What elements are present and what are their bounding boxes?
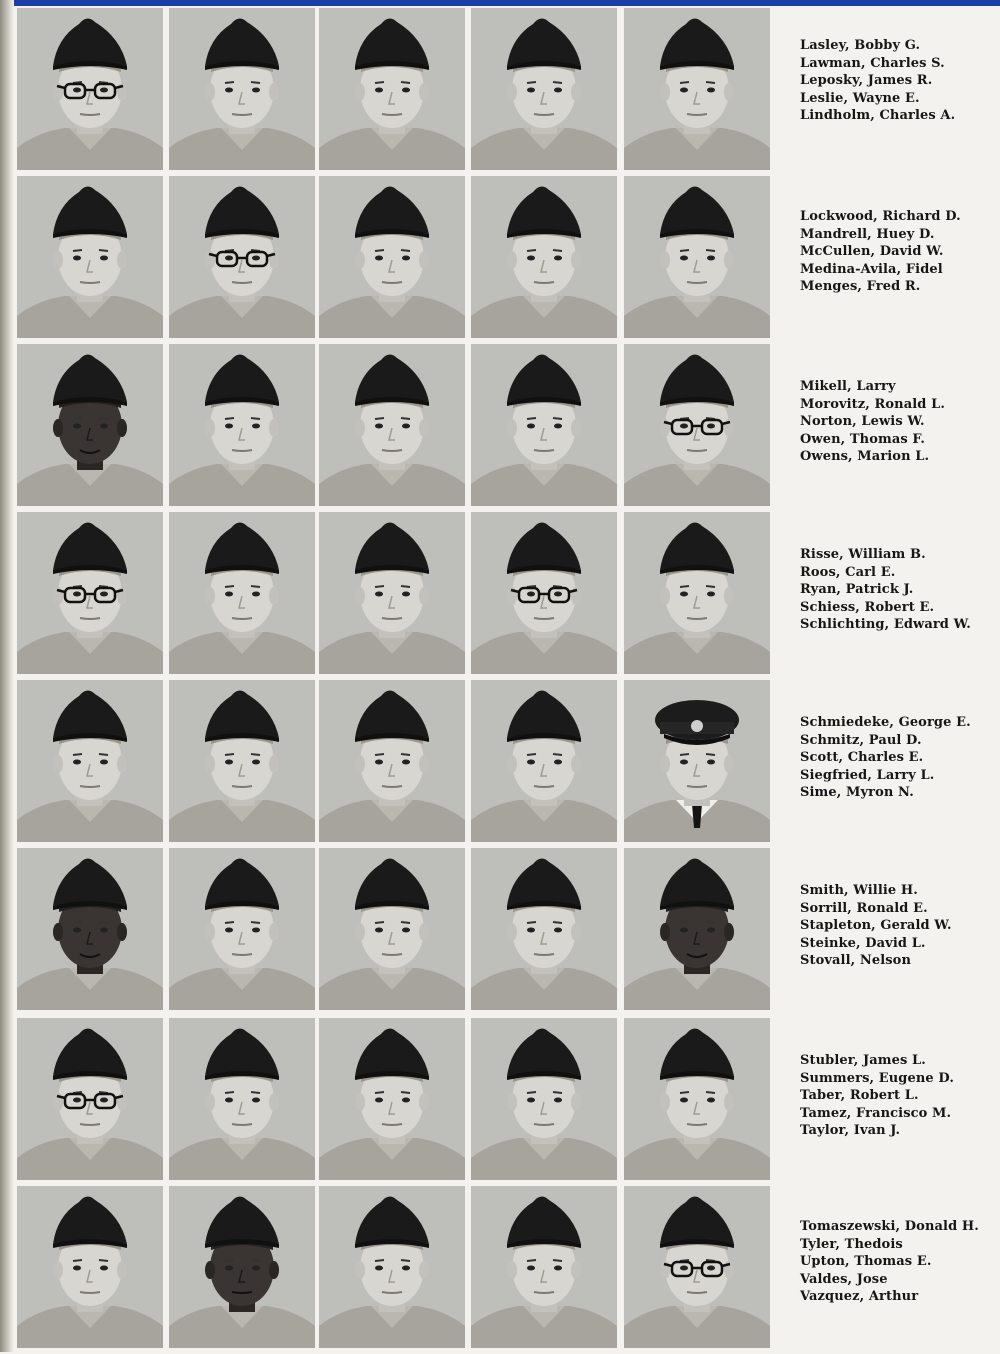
name-entry: Owens, Marion L. <box>800 449 930 464</box>
name-entry: Vazquez, Arthur <box>800 1289 919 1304</box>
soldier-portrait-icon <box>319 8 465 170</box>
name-entry: Schiess, Robert E. <box>800 599 935 615</box>
soldier-portrait-icon <box>169 1018 315 1180</box>
name-entry: Leposky, James R. <box>800 73 933 88</box>
soldier-portrait-icon <box>17 680 163 842</box>
soldier-portrait-icon <box>624 8 770 170</box>
soldier-portrait-icon <box>471 848 617 1010</box>
portrait-row <box>0 680 1000 848</box>
name-list <box>800 882 995 970</box>
soldier-portrait-icon <box>169 680 315 842</box>
soldier-portrait-icon <box>17 848 163 1010</box>
soldier-portrait-icon <box>624 176 770 338</box>
name-list <box>800 1218 995 1306</box>
name-entry: Stubler, James L. <box>800 1053 926 1068</box>
name-entry: Lasley, Bobby G. <box>800 38 921 53</box>
name-entry: Stovall, Nelson <box>800 953 912 968</box>
portrait-row <box>0 176 1000 344</box>
name-entry: Sime, Myron N. <box>800 785 914 800</box>
name-entry: Schlichting, Edward W. <box>800 617 971 632</box>
soldier-portrait-icon <box>471 176 617 338</box>
soldier-portrait-icon <box>319 1186 465 1348</box>
soldier-portrait-icon <box>169 1186 315 1348</box>
name-entry: Medina-Avila, Fidel <box>800 261 943 277</box>
name-entry: Roos, Carl E. <box>800 564 896 580</box>
name-entry: Ryan, Patrick J. <box>800 582 914 597</box>
name-list <box>800 714 995 802</box>
soldier-portrait-icon <box>624 848 770 1010</box>
name-entry: Owen, Thomas F. <box>800 431 926 447</box>
name-list <box>800 37 995 125</box>
portrait-row <box>0 344 1000 512</box>
name-entry: Taylor, Ivan J. <box>800 1123 901 1138</box>
name-entry: Menges, Fred R. <box>800 279 921 294</box>
soldier-portrait-icon <box>17 1186 163 1348</box>
soldier-portrait-icon <box>624 512 770 674</box>
soldier-portrait-icon <box>319 512 465 674</box>
name-entry: Smith, Willie H. <box>800 883 918 898</box>
name-entry: Mikell, Larry <box>800 379 896 394</box>
name-entry: Norton, Lewis W. <box>800 414 925 429</box>
soldier-portrait-icon <box>471 512 617 674</box>
soldier-portrait-icon <box>17 344 163 506</box>
soldier-portrait-icon <box>169 848 315 1010</box>
name-list <box>800 208 995 296</box>
portrait-row <box>0 8 1000 176</box>
name-entry: Steinke, David L. <box>800 935 926 951</box>
soldier-portrait-icon <box>169 8 315 170</box>
soldier-portrait-icon <box>319 176 465 338</box>
name-list <box>800 378 995 466</box>
name-list <box>800 1052 995 1140</box>
soldier-portrait-icon <box>17 1018 163 1180</box>
name-entry: Tyler, Thedois <box>800 1236 903 1252</box>
soldier-portrait-icon <box>319 1018 465 1180</box>
portrait-row <box>0 512 1000 680</box>
soldier-portrait-icon <box>471 8 617 170</box>
portrait-row <box>0 848 1000 1016</box>
soldier-portrait-icon <box>17 8 163 170</box>
portrait-row <box>0 1186 1000 1354</box>
name-entry: Taber, Robert L. <box>800 1088 919 1103</box>
name-entry: Lawman, Charles S. <box>800 55 945 71</box>
name-entry: Siegfried, Larry L. <box>800 767 935 783</box>
soldier-portrait-icon <box>624 1186 770 1348</box>
name-entry: Mandrell, Huey D. <box>800 226 935 242</box>
name-entry: Lindholm, Charles A. <box>800 108 956 123</box>
soldier-portrait-icon <box>319 344 465 506</box>
portrait-row <box>0 1018 1000 1186</box>
name-entry: Tamez, Francisco M. <box>800 1105 952 1121</box>
soldier-portrait-icon <box>471 344 617 506</box>
name-entry: Tomaszewski, Donald H. <box>800 1219 979 1234</box>
name-entry: Stapleton, Gerald W. <box>800 918 952 933</box>
name-entry: Sorrill, Ronald E. <box>800 900 928 916</box>
name-entry: Lockwood, Richard D. <box>800 209 961 224</box>
name-entry: Valdes, Jose <box>800 1271 888 1287</box>
soldier-portrait-icon <box>319 680 465 842</box>
soldier-portrait-icon <box>471 1018 617 1180</box>
name-entry: Upton, Thomas E. <box>800 1254 932 1269</box>
soldier-portrait-icon <box>624 1018 770 1180</box>
name-entry: Risse, William B. <box>800 547 926 562</box>
name-entry: Schmitz, Paul D. <box>800 732 922 748</box>
name-entry: Leslie, Wayne E. <box>800 90 920 106</box>
soldier-portrait-icon <box>471 1186 617 1348</box>
soldier-portrait-icon <box>319 848 465 1010</box>
soldier-portrait-icon <box>169 512 315 674</box>
soldier-portrait-icon <box>471 680 617 842</box>
name-entry: McCullen, David W. <box>800 244 944 259</box>
soldier-portrait-icon <box>169 344 315 506</box>
soldier-portrait-icon <box>624 680 770 842</box>
name-entry: Scott, Charles E. <box>800 750 924 765</box>
name-list <box>800 546 995 634</box>
soldier-portrait-icon <box>17 512 163 674</box>
soldier-portrait-icon <box>17 176 163 338</box>
name-entry: Schmiedeke, George E. <box>800 715 971 730</box>
soldier-portrait-icon <box>169 176 315 338</box>
name-entry: Summers, Eugene D. <box>800 1070 954 1086</box>
name-entry: Morovitz, Ronald L. <box>800 396 945 412</box>
soldier-portrait-icon <box>624 344 770 506</box>
